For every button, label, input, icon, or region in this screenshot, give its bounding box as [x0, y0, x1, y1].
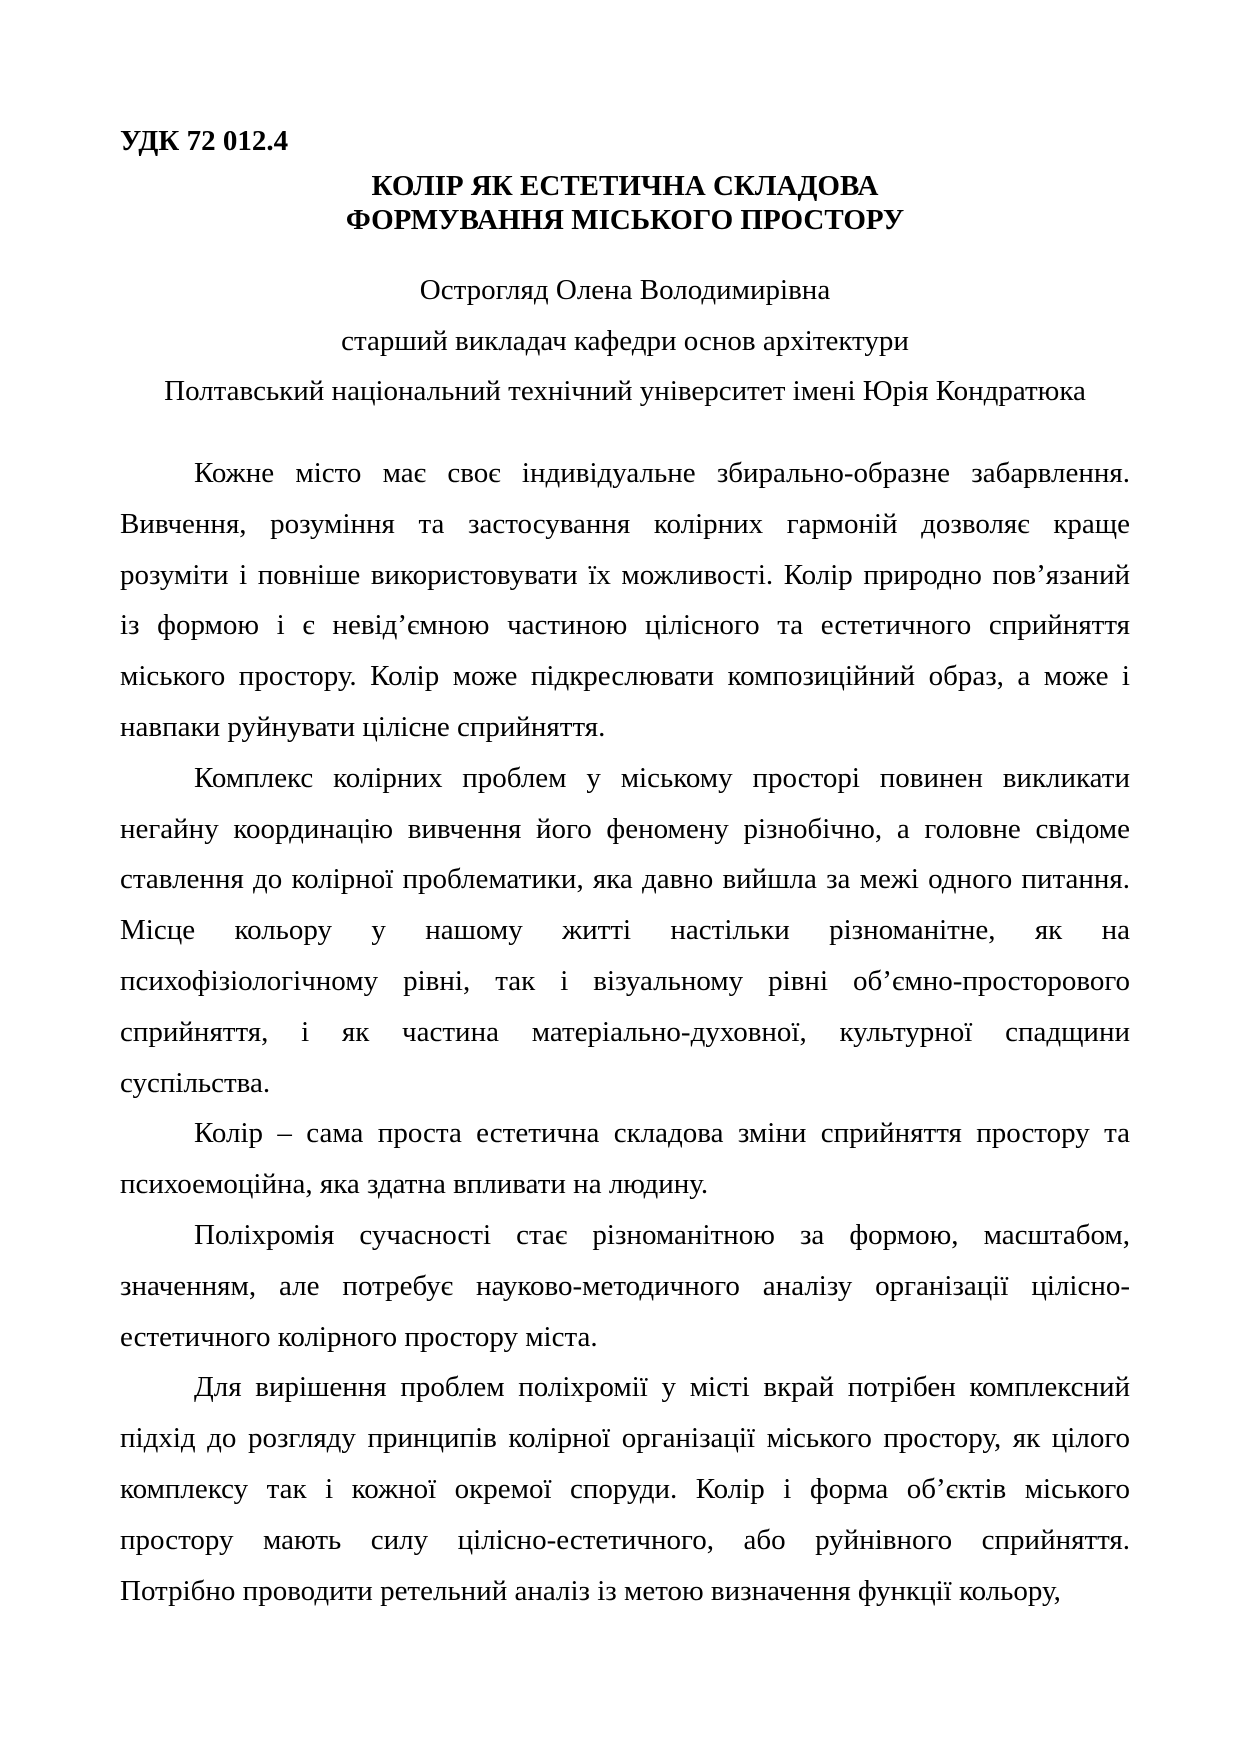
paragraph-line: Місце кольору у нашому житті настільки різноманітне, як на	[120, 914, 1130, 947]
paragraph-line: Колір – сама проста естетична складова зміни сприйняття простору та	[194, 1117, 1130, 1150]
title-line: КОЛІР ЯК ЕСТЕТИЧНА СКЛАДОВА	[371, 170, 879, 202]
article-title	[120, 169, 1130, 237]
paragraph-line: комплексу так і кожної окремої споруди. Колір і форма об’єктів міського	[120, 1472, 1130, 1505]
paragraph	[120, 1362, 1130, 1616]
paragraph-line: із формою і є невід’ємною частиною цілісного та естетичного сприйняття	[120, 609, 1130, 642]
paragraph-line: психоемоційна, яка здатна впливати на людину.	[120, 1168, 709, 1201]
paragraph	[120, 1108, 1130, 1210]
author-affiliation: Полтавський національний технічний університет імені Юрія Кондратюка	[164, 375, 1086, 407]
paragraph-line: негайну координацію вивчення його феномену різнобічно, а головне свідоме	[120, 812, 1130, 845]
paragraph	[120, 448, 1130, 753]
title-line: ФОРМУВАННЯ МІСЬКОГО ПРОСТОРУ	[345, 204, 905, 236]
paragraph-line: міського простору. Колір може підкреслювати композиційний образ, а може і	[120, 660, 1130, 693]
udk-code: УДК 72 012.4	[120, 125, 289, 157]
paragraph-line: Комплекс колірних проблем у міському просторі повинен викликати	[194, 761, 1130, 794]
paragraph-line: Кожне місто має своє індивідуальне збирально-образне забарвлення.	[194, 457, 1130, 489]
article-body	[120, 448, 1130, 1616]
paragraph-line: Для вирішення проблем поліхромії у місті вкрай потрібен комплексний	[194, 1371, 1130, 1404]
paragraph-line: навпаки руйнувати цілісне сприйняття.	[120, 710, 606, 743]
author-position: старший викладач кафедри основ архітектури	[341, 324, 909, 357]
paragraph-line: підхід до розгляду принципів колірної організації міського простору, як цілого	[120, 1422, 1130, 1455]
paragraph	[120, 1210, 1130, 1362]
paragraph-line: простору мають силу цілісно-естетичного, або руйнівного сприйняття.	[120, 1523, 1130, 1556]
author-name: Острогляд Олена Володимирівна	[419, 274, 831, 306]
author-block	[120, 265, 1130, 417]
paragraph-line: психофізіологічному рівні, так і візуальному рівні об’ємно-просторового	[120, 964, 1130, 997]
paragraph-line: ставлення до колірної проблематики, яка давно вийшла за межі одного питання.	[120, 863, 1130, 896]
paragraph	[120, 753, 1130, 1109]
paragraph-line: Поліхромія сучасності стає різноманітною за формою, масштабом,	[194, 1218, 1130, 1251]
paragraph-line: Вивчення, розуміння та застосування колірних гармоній дозволяє краще	[120, 507, 1130, 540]
paragraph-line: сприйняття, і як частина матеріально-духовної, культурної спадщини	[120, 1015, 1130, 1048]
paragraph-line: естетичного колірного простору міста.	[120, 1320, 598, 1353]
paragraph-line: суспільства.	[120, 1066, 271, 1099]
paragraph-line: значенням, але потребує науково-методичного аналізу організації цілісно-	[120, 1269, 1130, 1302]
paragraph-line: Потрібно проводити ретельний аналіз із метою визначення функції кольору,	[120, 1574, 1061, 1607]
paragraph-line: розуміти і повніше використовувати їх можливості. Колір природно пов’язаний	[120, 558, 1130, 591]
